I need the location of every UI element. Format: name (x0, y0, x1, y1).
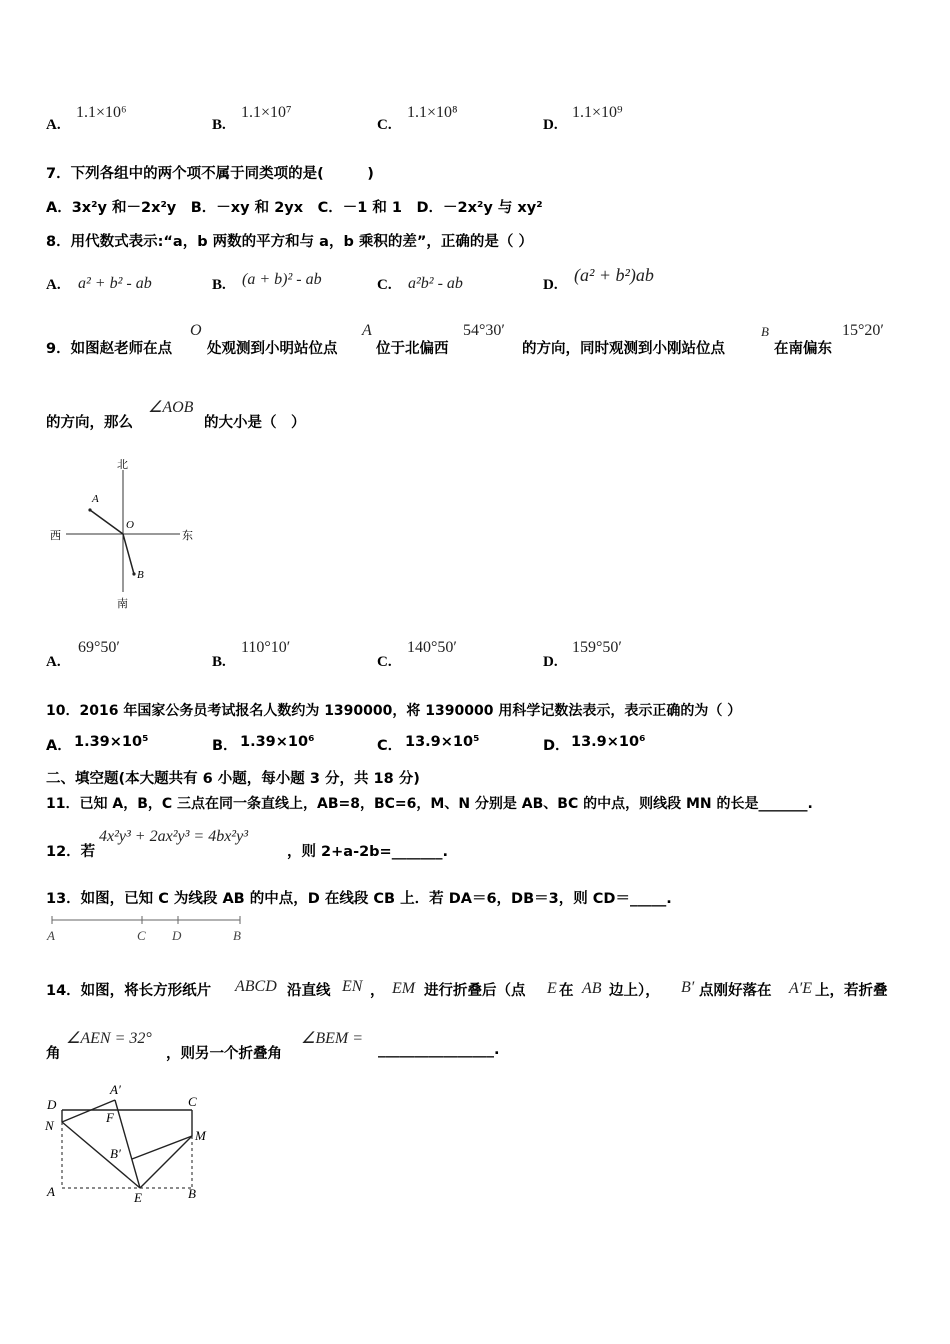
q10-option-b-label: B． (212, 738, 238, 754)
q12-text-1: 12．若 (46, 844, 96, 860)
q8-option-c-label: C. (377, 277, 392, 293)
fig-label-b: B (188, 1186, 196, 1201)
q6-option-d-value: 1.1×10⁹ (572, 104, 623, 121)
fold-a-prime-e (115, 1100, 140, 1188)
q10-option-d-label: D． (543, 738, 570, 754)
q6-option-a-label: A. (46, 117, 61, 133)
q9-angle-aob: ∠AOB (148, 399, 194, 416)
q8-option-b-label: B. (212, 277, 226, 293)
q9-text-7: 的大小是（ ） (204, 415, 306, 431)
q9-option-c-value: 140°50′ (407, 639, 457, 656)
q14-text-8: 上，若折叠 (815, 983, 888, 999)
fig-label-b: B (137, 569, 144, 581)
q13-stem: 13．如图，已知 C 为线段 AB 的中点，D 在线段 CB 上．若 DA＝6，DB＝3，则 CD＝_____. (46, 891, 672, 907)
fig-label-n: N (45, 1118, 54, 1133)
q6-option-c-value: 1.1×10⁸ (407, 104, 458, 121)
fig-label-c: C (188, 1094, 197, 1109)
q10-option-d-value: 13.9×10⁶ (571, 734, 646, 750)
point-b-dot (132, 572, 135, 575)
q7-stem: 7．下列各组中的两个项不属于同类项的是( ) (46, 166, 374, 182)
ray-oa (90, 510, 123, 534)
q14-text-10: ，则另一个折叠角 (166, 1046, 282, 1062)
q8-option-d-value: (a² + b²)ab (574, 265, 654, 285)
q14-angle-bem: ∠BEM = (301, 1030, 364, 1047)
q9-option-d-label: D. (543, 654, 558, 670)
q10-option-c-label: C． (377, 738, 403, 754)
q9-text-2: 处观测到小明站位点 (207, 341, 338, 357)
q8-option-a-label: A. (46, 277, 61, 293)
q9-option-b-value: 110°10′ (241, 639, 291, 656)
q8-option-c-value: a²b² - ab (408, 275, 463, 292)
seg-label-a: A (47, 928, 55, 943)
q6-option-b-value: 1.1×10⁷ (241, 104, 292, 121)
q14-text-2: 沿直线 (287, 983, 331, 999)
q9-text-4: 的方向，同时观测到小刚站位点 (522, 341, 725, 357)
q13-segment-figure (44, 912, 254, 946)
fig-label-d: D (47, 1097, 57, 1112)
q14-text-6: 边上）， (609, 983, 660, 999)
q10-option-a-value: 1.39×10⁵ (74, 734, 149, 750)
q9-option-a-label: A. (46, 654, 61, 670)
q14-answer-blank: ________________. (378, 1042, 500, 1058)
seg-label-b: B (233, 928, 241, 943)
q6-option-b-label: B. (212, 117, 226, 133)
q14-fold-figure (40, 1078, 220, 1208)
fig-label-m: M (195, 1128, 206, 1143)
north-label: 北 (117, 459, 128, 471)
q9-text-1: 9．如图赵老师在点 (46, 341, 173, 357)
q9-option-b-label: B. (212, 654, 226, 670)
q8-option-b-value: (a + b)² - ab (242, 271, 322, 288)
fig-label-e: E (134, 1190, 142, 1205)
fig-label-o: O (126, 519, 134, 531)
ray-ob (123, 534, 134, 574)
west-label: 西 (50, 530, 61, 542)
q14-angle-aen: ∠AEN = 32° (66, 1030, 152, 1047)
fold-line-em (140, 1136, 192, 1188)
q9-angle-1: 54°30′ (463, 322, 505, 339)
q9-option-d-value: 159°50′ (572, 639, 622, 656)
q9-point-o: O (190, 322, 202, 339)
q9-option-c-label: C. (377, 654, 392, 670)
q12-text-2: ，则 2+a-2b=_______. (287, 844, 448, 860)
fig-label-a-prime: A′ (110, 1082, 121, 1097)
seg-label-c: C (137, 928, 146, 943)
q14-e: E (547, 980, 557, 997)
q9-point-b: B (761, 324, 769, 339)
q6-option-a-value: 1.1×10⁶ (76, 104, 127, 121)
q9-angle-2: 15°20′ (842, 322, 884, 339)
q8-option-a-value: a² + b² - ab (78, 275, 152, 292)
fig-label-a: A (92, 493, 99, 505)
east-label: 东 (182, 530, 193, 542)
fold-b-prime-m (132, 1136, 192, 1159)
q6-option-d-label: D. (543, 117, 558, 133)
q12-equation: 4x²y³ + 2ax²y³ = 4bx²y³ (99, 828, 248, 845)
q14-text-5: 在 (559, 983, 574, 999)
q9-compass-figure (40, 450, 210, 615)
q9-text-5: 在南偏东 (774, 341, 832, 357)
q11-stem: 11．已知 A，B，C 三点在同一条直线上，AB=8，BC=6，M、N 分别是 AB、BC 的中点，则线段 MN 的长是_______. (46, 796, 813, 812)
seg-label-d: D (172, 928, 182, 943)
q14-aprime-e: A′E (789, 980, 813, 997)
q8-option-d-label: D. (543, 277, 558, 293)
point-a-dot (88, 508, 91, 511)
q14-text-1: 14．如图，将长方形纸片 (46, 983, 212, 999)
q14-abcd: ABCD (235, 978, 277, 995)
q9-text-3: 位于北偏西 (376, 341, 449, 357)
q14-text-3: ， (370, 983, 385, 999)
q14-bprime: B′ (681, 979, 695, 996)
q8-stem: 8．用代数式表示:“a，b 两数的平方和与 a，b 乘积的差”，正确的是（ ） (46, 234, 533, 250)
fig-label-b-prime: B′ (110, 1146, 121, 1161)
q14-en: EN (342, 978, 363, 995)
fig-label-a: A (47, 1184, 55, 1199)
q10-stem: 10．2016 年国家公务员考试报名人数约为 1390000，将 1390000 用科学记数法表示，表示正确的为（ ） (46, 703, 742, 719)
q14-ab: AB (582, 980, 602, 997)
section-2-heading: 二、填空题(本大题共有 6 小题，每小题 3 分，共 18 分) (46, 771, 420, 787)
q9-point-a: A (362, 322, 372, 339)
q6-option-c-label: C. (377, 117, 392, 133)
fold-line-en (62, 1122, 140, 1188)
q14-text-9: 角 (46, 1046, 61, 1062)
q10-option-b-value: 1.39×10⁶ (240, 734, 315, 750)
q14-em: EM (392, 980, 416, 997)
q14-text-4: 进行折叠后（点 (424, 983, 526, 999)
south-label: 南 (117, 598, 128, 610)
q9-option-a-value: 69°50′ (78, 639, 120, 656)
q10-option-a-label: A． (46, 738, 72, 754)
q9-text-6: 的方向，那么 (46, 415, 133, 431)
q10-option-c-value: 13.9×10⁵ (405, 734, 480, 750)
q7-options: A．3x²y 和－2x²y B．－xy 和 2yx C．－1 和 1 D．－2x²y 与 xy² (46, 200, 543, 216)
fig-label-f: F (106, 1110, 114, 1125)
q14-text-7: 点刚好落在 (699, 983, 772, 999)
